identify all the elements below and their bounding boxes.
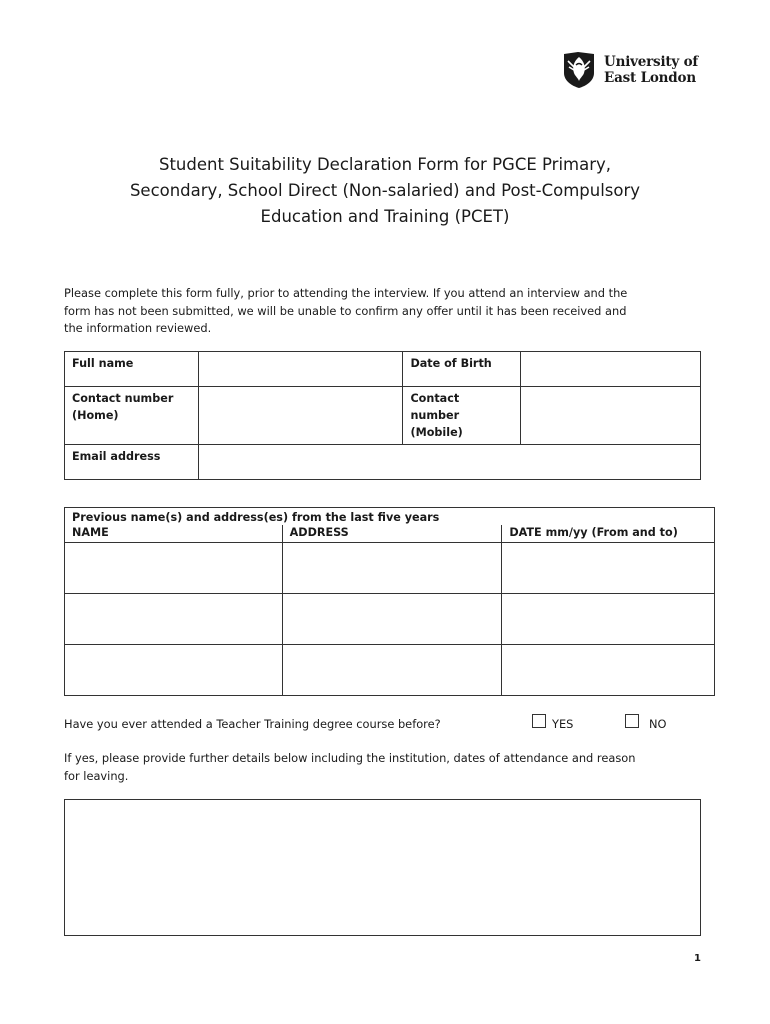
contact-mobile-field[interactable] — [521, 387, 701, 445]
table-row — [65, 594, 715, 645]
email-field[interactable] — [198, 445, 700, 480]
logo-line-1: University of — [604, 54, 698, 70]
title-line-1: Student Suitability Declaration Form for PGCE Primary, — [158, 155, 612, 174]
further-details-field[interactable] — [64, 799, 701, 936]
followup-line-1: If yes, please provide further details below including the institution, dates of attendance and reason — [64, 751, 636, 765]
intro-paragraph — [64, 285, 714, 338]
table-row — [65, 543, 715, 594]
university-logo — [562, 51, 702, 91]
uel-bird-emblem-icon — [562, 51, 596, 89]
page-number: 1 — [694, 953, 701, 964]
name-cell[interactable] — [65, 594, 283, 645]
yes-checkbox[interactable] — [532, 714, 546, 728]
full-name-field[interactable] — [198, 352, 403, 387]
date-cell[interactable] — [502, 645, 715, 696]
no-label: NO — [649, 717, 667, 731]
address-cell[interactable] — [282, 645, 502, 696]
table-row — [65, 645, 715, 696]
date-of-birth-field[interactable] — [521, 352, 701, 387]
date-cell[interactable] — [502, 594, 715, 645]
title-line-3: Education and Training (PCET) — [260, 207, 510, 226]
logo-line-2: East London — [604, 70, 696, 86]
column-header-date: DATE mm/yy (From and to) — [502, 525, 715, 543]
followup-paragraph — [64, 750, 714, 785]
full-name-label: Full name — [65, 352, 199, 387]
form-title — [40, 152, 730, 230]
yes-label: YES — [552, 717, 574, 731]
intro-line-3: the information reviewed. — [64, 321, 212, 335]
address-cell[interactable] — [282, 543, 502, 594]
no-checkbox[interactable] — [625, 714, 639, 728]
previous-addresses-table — [64, 507, 715, 696]
column-header-name: NAME — [65, 525, 283, 543]
column-header-address: ADDRESS — [282, 525, 502, 543]
email-label: Email address — [65, 445, 199, 480]
name-cell[interactable] — [65, 543, 283, 594]
date-cell[interactable] — [502, 543, 715, 594]
title-line-2: Secondary, School Direct (Non-salaried) and Post-Compulsory — [129, 181, 641, 200]
contact-home-field[interactable] — [198, 387, 403, 445]
date-of-birth-label: Date of Birth — [403, 352, 521, 387]
address-cell[interactable] — [282, 594, 502, 645]
intro-line-1: Please complete this form fully, prior to attending the interview. If you attend an interview and the — [64, 286, 628, 300]
contact-home-label: Contact number (Home) — [65, 387, 199, 445]
intro-line-2: form has not been submitted, we will be unable to confirm any offer until it has been received and — [64, 303, 627, 318]
previous-addresses-caption: Previous name(s) and address(es) from the last five years — [65, 508, 715, 526]
contact-mobile-label: Contact number (Mobile) — [403, 387, 521, 445]
personal-details-table — [64, 351, 701, 480]
teacher-training-question: Have you ever attended a Teacher Training degree course before? — [64, 717, 441, 731]
name-cell[interactable] — [65, 645, 283, 696]
followup-line-2: for leaving. — [64, 768, 129, 783]
